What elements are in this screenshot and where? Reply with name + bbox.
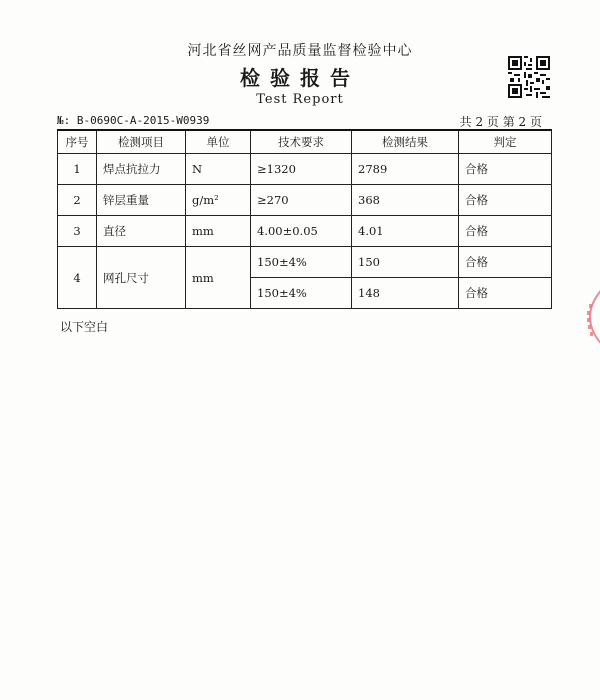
organization-title: 河北省丝网产品质量监督检验中心 [187,43,413,59]
page-count: 共 2 页 第 2 页 [459,115,542,129]
row-no: 2 [58,185,97,216]
subrow-result: 148 [352,278,459,309]
header-result: 检测结果 [352,130,459,154]
row-requirement: ≥1320 [251,154,352,185]
qr-code-icon [508,56,550,98]
table-header-row [58,130,552,154]
row-verdict: 合格 [459,216,552,247]
row-unit: g/m² [186,185,251,216]
row-requirement: 150±4% [251,247,352,278]
row-unit: N [186,154,251,185]
header-unit: 单位 [186,130,251,154]
row-unit: mm [186,247,251,309]
table-row [58,185,552,216]
row-item: 焊点抗拉力 [97,154,186,185]
row-no: 1 [58,154,97,185]
header-verdict: 判定 [459,130,552,154]
table-row [58,247,552,278]
row-result: 4.01 [352,216,459,247]
row-result: 150 [352,247,459,278]
row-item: 直径 [97,216,186,247]
row-item: 锌层重量 [97,185,186,216]
blank-below-note: 以下空白 [60,320,109,334]
subrow-requirement: 150±4% [251,278,352,309]
table-row [58,154,552,185]
document-title: 检验报告 [240,66,360,90]
row-requirement: ≥270 [251,185,352,216]
row-no: 3 [58,216,97,247]
row-item: 网孔尺寸 [97,247,186,309]
row-verdict: 合格 [459,247,552,278]
row-verdict: 合格 [459,154,552,185]
table-row [58,216,552,247]
inspection-seal-stamp [567,282,600,352]
header-no: 序号 [58,130,97,154]
row-verdict: 合格 [459,185,552,216]
document-subtitle: Test Report [256,92,344,107]
header-requirement: 技术要求 [251,130,352,154]
header-item: 检测项目 [97,130,186,154]
row-unit: mm [186,216,251,247]
row-requirement: 4.00±0.05 [251,216,352,247]
row-result: 368 [352,185,459,216]
results-table [57,129,552,309]
row-no: 4 [58,247,97,309]
subrow-verdict: 合格 [459,278,552,309]
report-number: №: B-0690C-A-2015-W0939 [57,114,210,127]
row-result: 2789 [352,154,459,185]
